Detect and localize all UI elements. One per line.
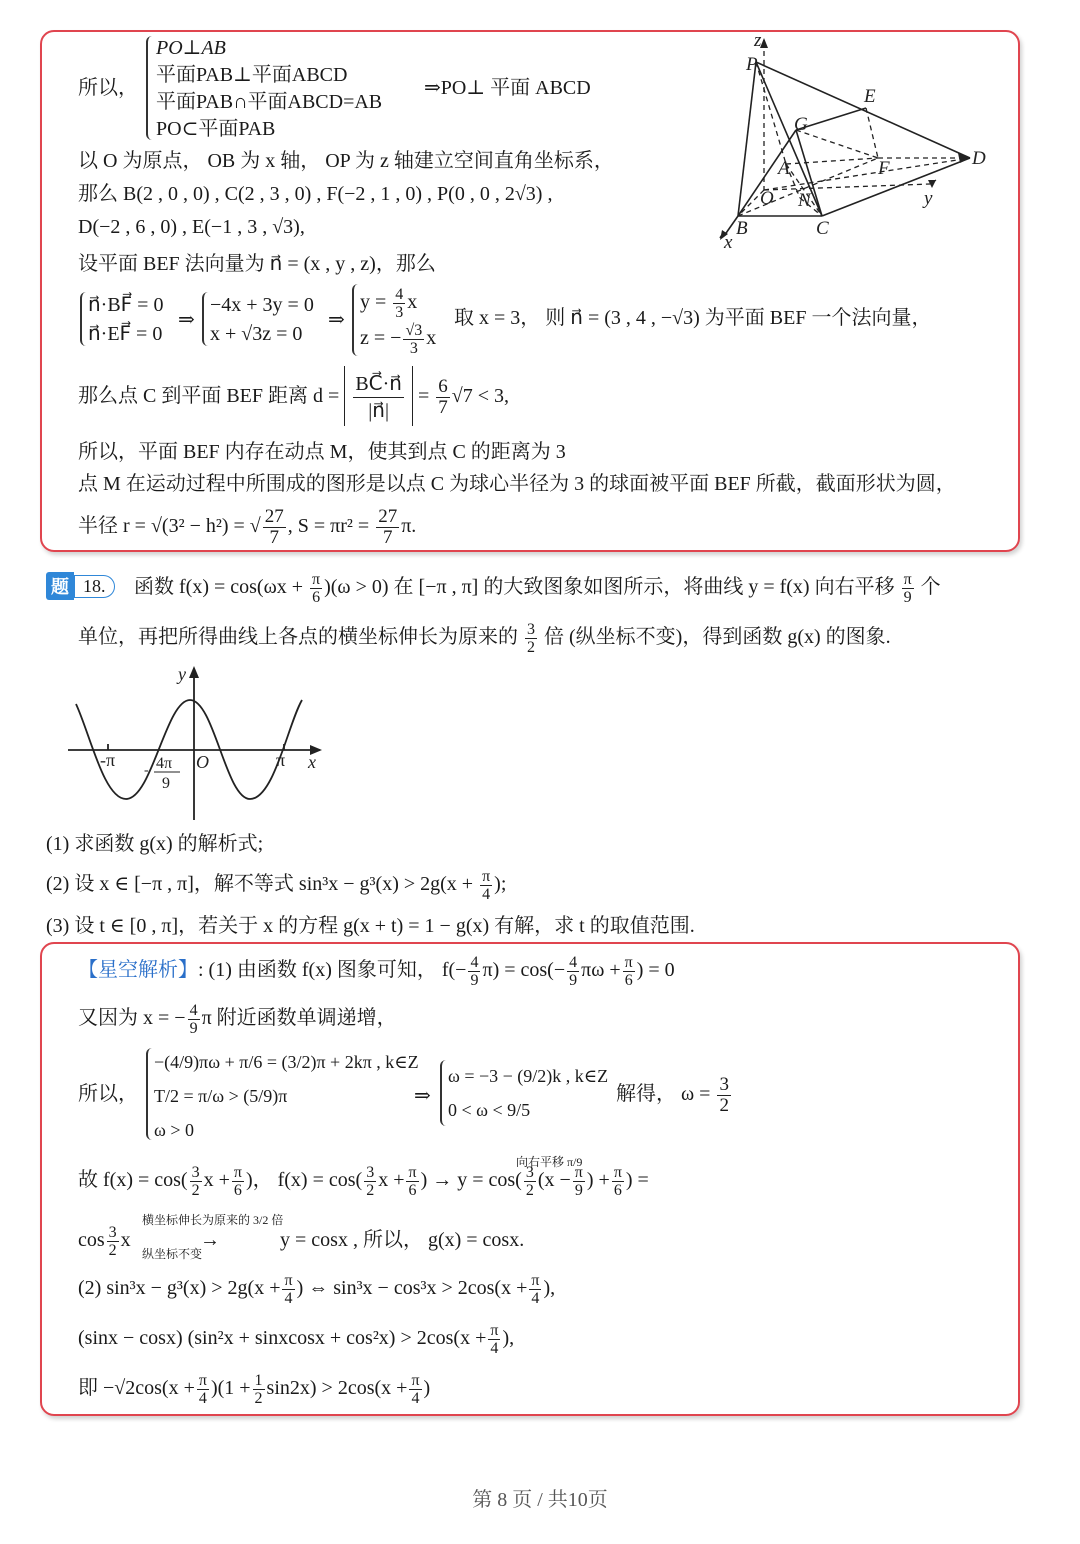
g-result: y = cosx , 所以， g(x) = cosx. — [280, 1229, 525, 1251]
system3-row-2: T/2 = π/ω > (5/9)π — [154, 1086, 288, 1106]
system3-row-3: ω > 0 — [154, 1120, 194, 1140]
sub-question-1: (1) 求函数 g(x) 的解析式; — [46, 833, 264, 855]
inequality-line-3: 即 −√2cos(x + $\frac{\pi}{4}$ )(1 + $\frac{1}{2}$ sin2x) > 2cos(x + $\frac{\pi}{4}$ ) — [78, 1371, 431, 1407]
question-number: 18. — [74, 575, 115, 598]
cosine-graph — [60, 664, 330, 824]
transform-line-1: 故 f(x) = cos( $\frac{3}{2}$ x + $\frac{\pi}{6}$ )， f(x) = cos( $\frac{3}{2}$ x + $\frac{\pi}{6}$ ) → y = cos( $\frac{3}{2}$ (x − $\frac{\pi}{9}$ ) + $\frac{\pi}{6}$ ) = — [78, 1163, 649, 1199]
graph-neg-pi-label: -π — [100, 750, 116, 770]
stretch-arrow: → — [200, 1229, 220, 1251]
fraction: $\frac{3}{2}$ — [108, 1223, 117, 1259]
stretch-below-label: 纵坐标不变 — [142, 1247, 203, 1261]
system1-result: ⇒PO⊥ 平面 ABCD — [424, 77, 591, 99]
coord-setup-text: 以 O 为原点， OB 为 x 轴， OP 为 z 轴建立空间直角坐标系， — [78, 150, 614, 172]
fraction: $\frac{\pi}{6}$ — [233, 1163, 242, 1199]
fraction: $\frac{4}{9}$ — [470, 953, 479, 989]
inequality-line-1: (2) sin³x − g³(x) > 2g(x + $\frac{\pi}{4}$ ) ⇔ sin³x − cos³x > 2cos(x + $\frac{\pi}{4}$ ), — [78, 1271, 556, 1307]
fraction: $\frac{6}{7}$ — [438, 375, 448, 418]
point-a-label: A — [778, 158, 790, 179]
fraction: $\frac{√3}{3}$ — [405, 322, 423, 357]
fraction: $\frac{\pi}{4}$ — [284, 1271, 293, 1307]
transform-line-2: cos $\frac{3}{2}$ x — [78, 1223, 131, 1259]
so-label-2: 所以， — [78, 1083, 138, 1105]
system2c-row-2-lhs: z = − — [360, 327, 402, 350]
system-brace-2a — [80, 292, 87, 346]
inequality-line-2: (sinx − cosx) (sin²x + sinxcosx + cos²x) > 2cos(x + $\frac{\pi}{4}$ ), — [78, 1321, 515, 1357]
fraction: $\frac{3}{2}$ — [366, 1163, 375, 1199]
point-o-label: O — [760, 188, 774, 209]
coords-line-1: 那么 B(2 , 0 , 0) , C(2 , 3 , 0) , F(−2 , 1 , 0) , P(0 , 0 , 2√3) , — [78, 183, 553, 205]
stretch-above-label: 横坐标伸长为原来的 3/2 倍 — [142, 1213, 284, 1227]
system2b-row-2: x + √3z = 0 — [210, 323, 303, 345]
fraction: $\frac{\pi}{9}$ — [574, 1163, 583, 1199]
system2c-row-2: z = − $\frac{√3}{3}$ x — [360, 322, 437, 357]
analysis-label: 【星空解析】 — [78, 959, 198, 981]
graph-y-label: y — [178, 664, 186, 684]
fraction: $\frac{4}{9}$ — [189, 1001, 198, 1037]
system2a-row-1: n⃗·BF⃗ = 0 — [88, 294, 164, 316]
question-18-header — [46, 572, 115, 600]
graph-x-label: x — [308, 752, 316, 772]
system2b-row-1: −4x + 3y = 0 — [210, 294, 314, 316]
fraction: $\frac{\pi}{6}$ — [408, 1163, 417, 1199]
fraction: $\frac{\pi}{4}$ — [198, 1371, 207, 1407]
system1-row-2: 平面PAB⊥平面ABCD — [156, 64, 348, 86]
fraction: $\frac{\pi}{6}$ — [312, 570, 321, 606]
system4-row-2: 0 < ω < 9/5 — [448, 1100, 531, 1120]
fraction: $\frac{3}{2}$ — [527, 620, 535, 656]
system3-row-1: −(4/9)πω + π/6 = (3/2)π + 2kπ , k∈Z — [154, 1052, 419, 1072]
point-f-label: F — [878, 158, 890, 179]
implies-arrow-1: ⇒ — [178, 309, 195, 331]
normal-vector-result: 取 x = 3， 则 n⃗ = (3 , 4 , −√3) 为平面 BEF 一个法向量， — [454, 307, 932, 329]
fraction: $\frac{27}{7}$ — [378, 505, 398, 548]
system-brace-3 — [146, 1048, 153, 1140]
system2c-row-1: y = $\frac{4}{3}$ x — [360, 286, 418, 321]
radius-area-line: 半径 r = √(3² − h²) = √ $\frac{27}{7}$ , S = πr² = $\frac{27}{7}$ π. — [78, 505, 417, 548]
fraction: $\frac{1}{2}$ — [254, 1371, 263, 1407]
graph-pi-label: π — [276, 750, 286, 770]
sub-question-2: (2) 设 x ∈ [−π , π]，解不等式 sin³x − g³(x) > 2g(x + $\frac{\pi}{4}$ ); — [46, 867, 507, 903]
existence-text: 所以，平面 BEF 内存在动点 M，使其到点 C 的距离为 3 — [78, 441, 566, 463]
question-tag: 题 — [46, 572, 74, 600]
fraction: $\frac{3}{2}$ — [191, 1163, 200, 1199]
system4-row-1: ω = −3 − (9/2)k , k∈Z — [448, 1066, 609, 1086]
system1-row-3: 平面PAB∩平面ABCD=AB — [156, 91, 383, 113]
system-brace-2c — [352, 284, 359, 356]
axis-x-label: x — [724, 232, 733, 253]
monotonic-line: 又因为 x = − $\frac{4}{9}$ π 附近函数单调递增， — [78, 1001, 397, 1037]
question-18-line-1: 函数 f(x) = cos(ωx + $\frac{\pi}{6}$ )(ω > 0) 在 [−π , π] 的大致图象如图所示，将曲线 y = f(x) 向右平移 $\frac{\pi}{9}$ 个 — [134, 570, 941, 606]
fraction: $\frac{\pi}{4}$ — [411, 1371, 420, 1407]
so-label-1: 所以， — [78, 77, 138, 99]
system-brace-4 — [440, 1060, 447, 1126]
normal-vector-intro: 设平面 BEF 法向量为 n⃗ = (x , y , z)，那么 — [78, 253, 436, 275]
fraction: $\frac{27}{7}$ — [264, 505, 284, 548]
fraction: $\frac{BC⃗\cdot n⃗}{|n⃗|}$ — [355, 372, 402, 422]
point-p-label: P — [746, 54, 758, 75]
implies-arrow-2: ⇒ — [328, 309, 345, 331]
fraction: $\frac{\pi}{6}$ — [624, 953, 633, 989]
fraction: $\frac{\pi}{4}$ — [531, 1271, 540, 1307]
page-footer: 第 8 页 / 共10页 — [472, 1489, 608, 1511]
system2c-row-1-lhs: y = — [360, 291, 392, 314]
fraction: $\frac{\pi}{6}$ — [613, 1163, 622, 1199]
system-brace-2b — [202, 292, 209, 346]
system-brace-1 — [146, 36, 154, 140]
system1-row-1: PO⊥AB — [156, 37, 226, 59]
fraction: $\frac{3}{2}$ — [719, 1073, 729, 1116]
fraction: $\frac{3}{2}$ — [525, 1163, 534, 1199]
implies-arrow-3: ⇒ — [414, 1085, 431, 1107]
analysis-heading: 【星空解析】: (1) 由函数 f(x) 图象可知， f(− $\frac{4}{9}$ π) = cos(− $\frac{4}{9}$ πω + $\frac{\pi}{6}$ ) = 0 — [78, 953, 675, 989]
axis-z-label: z — [754, 34, 762, 51]
fraction: $\frac{\pi}{9}$ — [903, 570, 912, 606]
graph-tick-denominator: 9 — [162, 775, 170, 792]
sub-question-3: (3) 设 t ∈ [0 , π]，若关于 x 的方程 g(x + t) = 1 − g(x) 有解，求 t 的取值范围. — [46, 915, 695, 937]
system2a-row-2: n⃗·EF⃗ = 0 — [88, 323, 163, 345]
fraction: $\frac{4}{9}$ — [569, 953, 578, 989]
point-d-label: D — [972, 148, 986, 169]
point-b-label: B — [736, 218, 748, 239]
graph-tick-numerator: 4π — [156, 755, 173, 772]
graph-origin-label: O — [196, 752, 209, 772]
system1-row-4: PO⊂平面PAB — [156, 118, 276, 140]
omega-solved: 解得， ω = $\frac{3}{2}$ — [616, 1073, 729, 1116]
point-e-label: E — [864, 86, 876, 107]
abs-bars — [344, 366, 413, 426]
fraction: $\frac{4}{3}$ — [395, 286, 404, 321]
axis-y-label: y — [924, 188, 933, 209]
fraction: $\frac{\pi}{4}$ — [482, 867, 491, 903]
point-c-label: C — [816, 218, 829, 239]
distance-line: 那么点 C 到平面 BEF 距离 d = $\frac{BC⃗\cdot n⃗}{|n⃗|}$ = $\frac{6}{7}$ √7 < 3, — [78, 366, 509, 426]
question-18-line-2: 单位，再把所得曲线上各点的横坐标伸长为原来的 $\frac{3}{2}$ 倍 (纵坐标不变)，得到函数 g(x) 的图象. — [78, 620, 891, 656]
shift-arrow-label: 向右平移 π/9 — [516, 1155, 583, 1169]
coords-line-2: D(−2 , 6 , 0) , E(−1 , 3 , √3), — [78, 216, 305, 238]
graph-tick-sign: - — [144, 763, 149, 778]
section-shape-text: 点 M 在运动过程中所围成的图形是以点 C 为球心半径为 3 的球面被平面 BEF 所截，截面形状为圆， — [78, 473, 956, 495]
point-n-label: N — [798, 190, 811, 211]
pyramid-3d-figure — [700, 34, 1000, 254]
point-g-label: G — [794, 114, 808, 135]
fraction: $\frac{\pi}{4}$ — [490, 1321, 499, 1357]
